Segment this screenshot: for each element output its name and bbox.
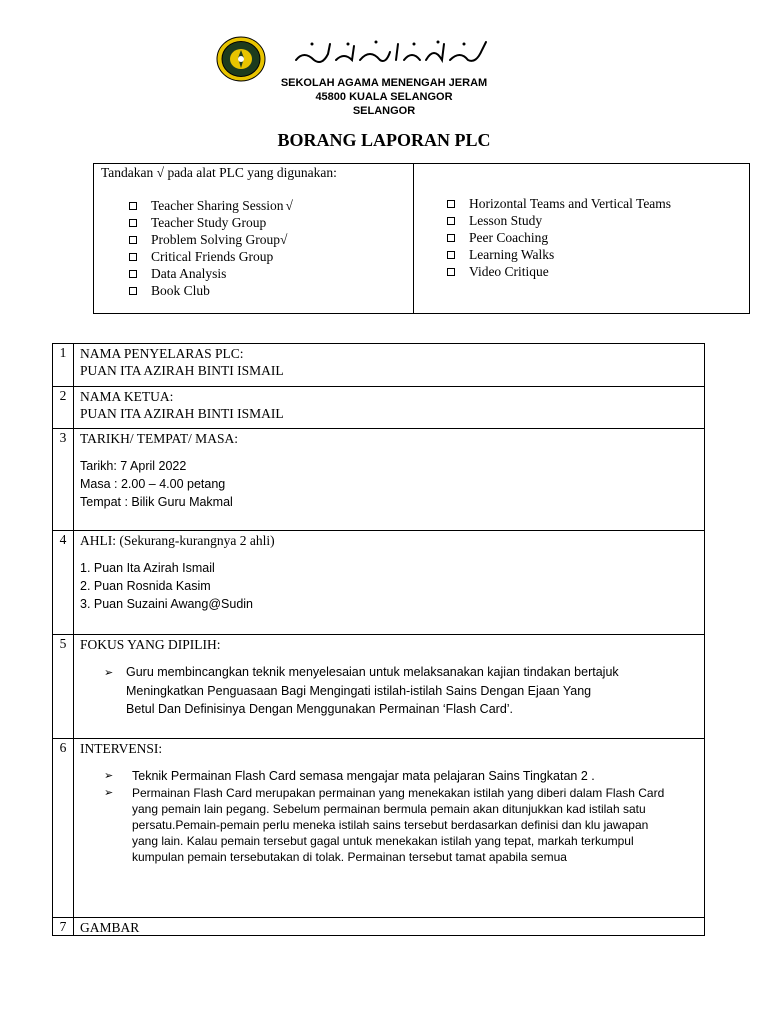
section-leader <box>53 386 704 428</box>
row-number: 7 <box>53 918 74 935</box>
column-divider <box>413 164 414 313</box>
plc-tool-item[interactable] <box>129 282 293 299</box>
row-number: 2 <box>53 387 74 428</box>
tick-mark: √ <box>285 198 293 213</box>
plc-tools-instruction: Tandakan √ pada alat PLC yang digunakan: <box>101 165 337 180</box>
section-caption: NAMA PENYELARAS PLC: <box>80 346 244 361</box>
plc-tool-label: Book Club <box>151 283 210 298</box>
report-table <box>52 343 705 936</box>
checkbox-icon[interactable] <box>129 219 137 227</box>
section-caption: INTERVENSI: <box>80 741 163 756</box>
tick-mark: √ <box>280 232 288 247</box>
checkbox-icon[interactable] <box>447 251 455 259</box>
member-item: 3. Puan Suzaini Awang@Sudin <box>80 597 253 611</box>
arabic-school-name-calligraphy <box>292 38 492 66</box>
plc-tool-item[interactable] <box>447 212 671 229</box>
plc-tool-label: Lesson Study <box>469 213 543 228</box>
checkbox-icon[interactable] <box>129 202 137 210</box>
plc-tool-label: Peer Coaching <box>469 230 549 245</box>
plc-tool-item[interactable] <box>129 231 293 248</box>
row-number: 6 <box>53 739 74 917</box>
school-address <box>234 76 534 118</box>
plc-tool-label: Problem Solving Group <box>151 232 281 247</box>
plc-tools-right-list <box>447 195 671 280</box>
focus-line: Betul Dan Definisinya Dengan Menggunakan Permainan ‘Flash Card’. <box>126 702 514 716</box>
focus-line: Meningkatkan Penguasaan Bagi Mengingati istilah-istilah Sains Dengan Ejaan Yang <box>126 684 592 698</box>
intervention-text: Teknik Permainan Flash Card semasa mengajar mata pelajaran Sains Tingkatan 2 . <box>132 769 595 783</box>
plc-tool-label: Video Critique <box>469 264 549 279</box>
section-caption: TARIKH/ TEMPAT/ MASA: <box>80 431 238 446</box>
focus-line: Guru membincangkan teknik menyelesaian untuk melaksanakan kajian tindakan bertajuk <box>126 665 619 679</box>
place-line: Tempat : Bilik Guru Makmal <box>80 495 233 509</box>
arrow-bullet-icon: ➢ <box>104 770 114 782</box>
plc-tool-item[interactable] <box>129 248 293 265</box>
plc-tools-left-list <box>129 197 293 299</box>
row-number: 5 <box>53 635 74 738</box>
plc-tools-table <box>93 163 750 314</box>
row-number: 1 <box>53 344 74 386</box>
school-state: SELANGOR <box>352 105 416 117</box>
school-name: SEKOLAH AGAMA MENENGAH JERAM <box>280 77 488 89</box>
coordinator-name[interactable]: PUAN ITA AZIRAH BINTI ISMAIL <box>80 363 284 378</box>
member-item: 2. Puan Rosnida Kasim <box>80 579 211 593</box>
plc-tool-item[interactable] <box>447 263 671 280</box>
plc-tool-item[interactable] <box>447 195 671 212</box>
checkbox-icon[interactable] <box>129 253 137 261</box>
section-caption: GAMBAR <box>80 920 140 935</box>
members-list[interactable] <box>80 559 698 613</box>
intervention-text: Permainan Flash Card merupakan permainan yang menekakan istilah yang diberi dalam Flash Card yang pemain lain pegang. Sebelum permainan bermula pemain akan ditunjukkan kad istilah satu persatu.Pemain-pemain perlu meneka istilah sains tersebut berdasarkan definisi dan klu jawapan yang lain. Kalau pemain tersebut gagal untuk menekakan istilah yang tepat, markah terkumpul kumpulan pemain tersebutakan di tolak. Permainan tersebut tamat apabila semua <box>132 786 665 864</box>
plc-tool-item[interactable] <box>129 197 293 214</box>
checkbox-icon[interactable] <box>447 268 455 276</box>
arrow-bullet-icon: ➢ <box>104 787 114 799</box>
section-date-place-time <box>53 428 704 530</box>
intervention-list[interactable] <box>80 767 698 865</box>
plc-tool-label: Critical Friends Group <box>151 249 274 264</box>
row-number: 3 <box>53 429 74 530</box>
plc-tool-label: Horizontal Teams and Vertical Teams <box>469 196 672 211</box>
focus-text[interactable] <box>80 663 698 718</box>
section-intervention <box>53 738 704 917</box>
member-item: 1. Puan Ita Azirah Ismail <box>80 561 215 575</box>
plc-tool-label: Teacher Sharing Session <box>151 198 284 213</box>
form-title: BORANG LAPORAN PLC <box>277 130 491 150</box>
section-caption: AHLI: (Sekurang-kurangnya 2 ahli) <box>80 533 275 548</box>
checkbox-icon[interactable] <box>129 270 137 278</box>
plc-tool-item[interactable] <box>447 229 671 246</box>
arrow-bullet-icon: ➢ <box>104 667 114 679</box>
plc-tool-item[interactable] <box>447 246 671 263</box>
plc-tool-item[interactable] <box>129 265 293 282</box>
checkbox-icon[interactable] <box>447 234 455 242</box>
checkbox-icon[interactable] <box>447 200 455 208</box>
plc-tool-label: Data Analysis <box>151 266 227 281</box>
checkbox-icon[interactable] <box>129 236 137 244</box>
section-members <box>53 530 704 634</box>
plc-tool-item[interactable] <box>129 214 293 231</box>
section-coordinator <box>53 344 704 386</box>
intervention-item <box>80 785 698 865</box>
intervention-item <box>80 767 698 785</box>
plc-tool-label: Teacher Study Group <box>151 215 267 230</box>
date-place-time-details[interactable] <box>80 457 698 511</box>
section-caption: FOKUS YANG DIPILIH: <box>80 637 221 652</box>
section-focus <box>53 634 704 738</box>
leader-name[interactable]: PUAN ITA AZIRAH BINTI ISMAIL <box>80 406 284 421</box>
time-line: Masa : 2.00 – 4.00 petang <box>80 477 226 491</box>
checkbox-icon[interactable] <box>129 287 137 295</box>
row-number: 4 <box>53 531 74 634</box>
checkbox-icon[interactable] <box>447 217 455 225</box>
section-caption: NAMA KETUA: <box>80 389 174 404</box>
section-pictures <box>53 917 704 935</box>
date-line: Tarikh: 7 April 2022 <box>80 459 187 473</box>
school-postcode-town: 45800 KUALA SELANGOR <box>315 91 453 103</box>
plc-tool-label: Learning Walks <box>469 247 555 262</box>
